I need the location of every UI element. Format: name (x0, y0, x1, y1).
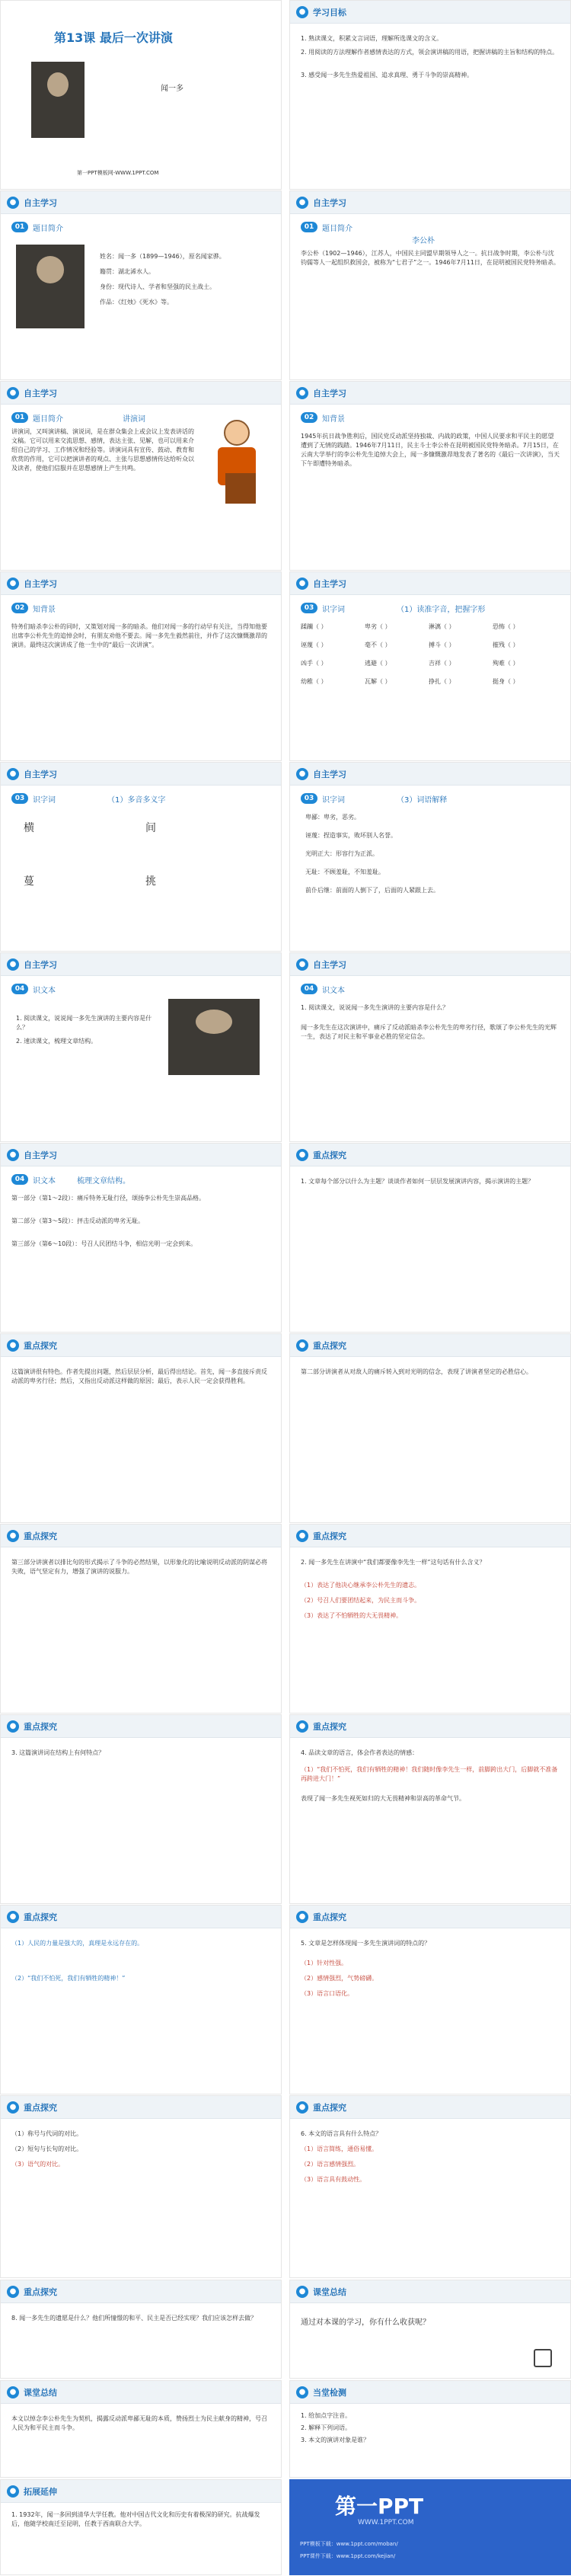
header-icon: ● (7, 1530, 19, 1542)
word-item: 毫不（ ） (365, 642, 391, 648)
section-number: 02 (11, 603, 28, 613)
slide-header (1, 191, 281, 214)
word-item: 逃避（ ） (365, 660, 391, 667)
header-title: 自主学习 (313, 960, 346, 970)
info-line: 籍贯：湖北浠水人。 (100, 268, 155, 275)
slide-header (290, 1525, 570, 1547)
header-title: 重点探究 (313, 2103, 346, 2113)
slide-explore-7 (289, 1714, 571, 1904)
question-text: 3. 这篇演讲词在结构上有何特点？ (11, 1749, 105, 1756)
slide-explore-1 (289, 1143, 571, 1333)
header-icon: ● (7, 768, 19, 780)
section-number: 01 (301, 222, 317, 232)
header-icon: ● (296, 2386, 308, 2398)
slide-header (1, 1906, 281, 1928)
header-icon: ● (296, 958, 308, 971)
sub-tag: 梳理文章结构。 (77, 1177, 130, 1186)
word-item: 瓦解（ ） (365, 678, 391, 685)
header-title: 自主学习 (24, 579, 57, 589)
sub-tag: 讲演词 (123, 415, 145, 424)
word-item: 吉祥（ ） (429, 660, 455, 667)
slide-explore-10 (0, 2095, 282, 2278)
info-line: 作品：《红烛》《死水》等。 (100, 299, 173, 306)
list-item: （2）短句与长句的对比。 (11, 2146, 83, 2152)
body-text: 第三部分讲演者以排比句的形式揭示了斗争的必然结果，以形象化的比喻说明反动派的阴谋必将失败，语气坚定有力，增强了演讲的说服力。 (11, 1559, 267, 1575)
word-item: 诬蔑（ ） (301, 642, 327, 648)
header-title: 重点探究 (313, 1150, 346, 1160)
slide-header (1, 1144, 281, 1166)
char-left: 横 (24, 822, 34, 834)
slide-read-text-answer (289, 952, 571, 1142)
header-icon: ● (7, 1720, 19, 1733)
word-item: 卑劣（ ） (365, 623, 391, 630)
word-item: 殉难（ ） (493, 660, 519, 667)
footer-banner (289, 2479, 571, 2575)
body-text: 第二部分讲演者从对敌人的痛斥转入到对光明的信念，表现了讲演者坚定的必胜信心。 (301, 1368, 532, 1375)
header-icon: ● (296, 197, 308, 209)
slide-header (290, 953, 570, 976)
answer-item: （2）感情强烈，气势磅礴。 (301, 1975, 378, 1982)
header-icon: ● (296, 1339, 308, 1352)
slide-header (1, 1525, 281, 1547)
question-text: 1. 文章每个部分以什么为主题？谈谈作者如何一层层发展演讲内容，揭示演讲的主题？ (301, 1178, 534, 1185)
slide-header (1, 382, 281, 405)
question-text: 8. 闻一多先生的遗愿是什么？他们所憧憬的和平、民主是否已经实现？我们应该怎样去做？ (11, 2315, 257, 2322)
answer-item: （2）语言感情强烈。 (301, 2161, 360, 2168)
header-title: 课堂总结 (24, 2388, 57, 2398)
slide-header (290, 2381, 570, 2404)
answer-item: （2）号召人们要团结起来，为民主而斗争。 (301, 1597, 421, 1604)
site-url: WWW.1PPT.COM (358, 2519, 414, 2526)
header-icon: ● (296, 578, 308, 590)
slide-header (290, 2280, 570, 2303)
slide-header (1, 1334, 281, 1357)
header-icon: ● (7, 1339, 19, 1352)
question-text: 1. 阅读课文，说说闻一多先生演讲的主要内容是什么？ (301, 1004, 449, 1011)
word-item: 摧残（ ） (493, 642, 519, 648)
section-number: 01 (11, 222, 28, 232)
header-title: 重点探究 (24, 1912, 57, 1922)
body-text: 1945年抗日战争胜利后，国民党反动派坚持独裁、内战的政策，中国人民要求和平民主的愿望遭到了无情的践踏。1946年7月11日，民主斗士李公朴在昆明被国民党特务暗杀。7月15日，在云南大学举行的李公朴先生追悼大会上，闻一多慷慨激昂地发表了著名的《最后一次讲演》，当天下午即遭特务暗杀。 (301, 433, 560, 467)
header-title: 重点探究 (24, 2103, 57, 2113)
sub-tag: 李公朴 (412, 237, 435, 245)
header-title: 自主学习 (24, 1150, 57, 1160)
question-text: 通过对本课的学习，你有什么收获呢？ (301, 2318, 430, 2327)
header-title: 重点探究 (24, 1531, 57, 1541)
slide-intro-speech (0, 381, 282, 571)
word-item: 恐怖（ ） (493, 623, 519, 630)
slide-header (1, 763, 281, 786)
slide-header (290, 1715, 570, 1738)
section-tag: 识文本 (33, 1177, 56, 1186)
answer-item: （3）语言口语化。 (301, 1990, 354, 1997)
slide-header (1, 572, 281, 595)
slide-words (289, 571, 571, 761)
char-right-2: 挑 (145, 875, 156, 888)
slide-background (289, 381, 571, 571)
slide-explore-11 (289, 2095, 571, 2278)
slide-header (290, 191, 570, 214)
slide-polyphones (0, 762, 282, 952)
section-tag: 识字词 (322, 796, 345, 805)
question-item: 1. 给加点字注音。 (301, 2412, 352, 2419)
goal-2: 2. 用阅读的方法理解作者感情表达的方式，领会演讲稿的用语，把握讲稿的主旨和结构的特点。 (301, 49, 559, 56)
question-text: 2. 闻一多先生在讲演中“我们都要像李先生一样”这句话有什么含义？ (301, 1559, 486, 1566)
header-icon: ● (7, 197, 19, 209)
slide-intro-author (0, 190, 282, 380)
word-item: 幼稚（ ） (301, 678, 327, 685)
header-title: 重点探究 (313, 1531, 346, 1541)
list-item: （3）语气的对比。 (11, 2161, 65, 2168)
header-icon: ● (7, 1149, 19, 1161)
body-text: 这篇演讲很有特色。作者先提出问题，然后层层分析，最后得出结论。首先，闻一多直接斥责反动派的卑劣行径；然后，又指出反动派这样做的原因；最后，表示人民一定会获得胜利。 (11, 1368, 267, 1384)
header-icon: ● (7, 958, 19, 971)
slide-header (290, 572, 570, 595)
header-title: 课堂总结 (313, 2287, 346, 2297)
header-title: 自主学习 (24, 198, 57, 208)
structure-part: 第一部分（第1～2段）：痛斥特务无耻行径，颂扬李公朴先生崇高品格。 (11, 1195, 206, 1202)
slide-header (1, 1715, 281, 1738)
slide-header (290, 1906, 570, 1928)
structure-part: 第三部分（第6～10段）：号召人民团结斗争，相信光明一定会到来。 (11, 1240, 197, 1247)
list-item: （1）称号与代词的对比。 (11, 2130, 83, 2137)
slide-explore-9 (289, 1905, 571, 2094)
header-icon: ● (296, 6, 308, 18)
header-title: 自主学习 (313, 198, 346, 208)
site-credit: 第一PPT模板网-WWW.1PPT.COM (77, 170, 159, 176)
char-right: 间 (145, 822, 156, 834)
header-title: 重点探究 (24, 1722, 57, 1732)
section-number: 04 (11, 984, 28, 994)
author-name: 闻一多 (161, 85, 183, 93)
vocab-item: 无耻：不顾羞耻，不知羞耻。 (305, 869, 384, 875)
slide-test-1 (289, 2380, 571, 2478)
slide-header (290, 1, 570, 24)
slide-explore-6 (0, 1714, 282, 1904)
sub-tag: （3）词语解释 (397, 796, 448, 805)
portrait-image (168, 999, 260, 1075)
slide-header (1, 2280, 281, 2303)
header-title: 当堂检测 (313, 2388, 346, 2398)
banner-col-1[interactable]: PPT模板下载：www.1ppt.com/moban/ (300, 2541, 398, 2547)
header-icon: ● (296, 1720, 308, 1733)
header-title: 重点探究 (313, 1341, 346, 1351)
word-item: 挣扎（ ） (429, 678, 455, 685)
slide-summary-question (289, 2280, 571, 2379)
structure-part: 第二部分（第3～5段）：抨击反动派的卑劣无耻。 (11, 1218, 145, 1224)
section-number: 03 (301, 603, 317, 613)
slide-read-text (0, 952, 282, 1142)
header-title: 自主学习 (24, 770, 57, 779)
vocab-item: 前仆后继：前面的人倒下了，后面的人紧跟上去。 (305, 887, 439, 894)
header-title: 自主学习 (313, 579, 346, 589)
body-text: 特务们暗杀李公朴的同时，又策划对闻一多的暗杀。他们对闻一多的行动早有关注，当得知他要出席李公朴先生的追悼会时，有朋友劝他不要去。闻一多先生毅然前往，并作了这次慷慨激昂的演讲。最终这次演讲成了他一生中的“最后一次讲演”。 (11, 623, 267, 648)
slide-summary (0, 2380, 282, 2478)
header-icon: ● (296, 1530, 308, 1542)
header-icon: ● (7, 2485, 19, 2498)
slide-explore-4 (0, 1524, 282, 1714)
body-text: 本文以悼念李公朴先生为契机，揭露反动派卑鄙无耻的本质，赞扬烈士为民主献身的精神，号召人民为和平民主而斗争。 (11, 2415, 267, 2431)
header-title: 自主学习 (24, 960, 57, 970)
word-item: 凶手（ ） (301, 660, 327, 667)
slide-header (290, 382, 570, 405)
quote-text: （1）“我们不怕死，我们有牺牲的精神！我们随时像李先生一样，前脚跨出大门，后脚就不准备再跨进大门！” (301, 1766, 558, 1782)
slide-header (1, 953, 281, 976)
author-photo (16, 245, 85, 328)
slide-header (290, 1144, 570, 1166)
header-icon: ● (296, 2101, 308, 2114)
question-text: 4. 品读文章的语言，体会作者表达的情感： (301, 1749, 419, 1756)
body-text: 讲演词，又叫演讲稿、演说词，是在群众集会上或会议上发表讲话的文稿。它可以用来交流思想、感情，表达主张、见解，也可以用来介绍自己的学习、工作情况和经验等。讲演词具有宣传、鼓动、教育和欣赏的作用，它可以把演讲者的观点、主张与思想感情传达给听众以及读者，使他们信服并在思想感情上产生共鸣。 (11, 428, 194, 472)
quote-text: （2）“我们不怕死，我们有牺牲的精神！” (11, 1975, 126, 1982)
question-item: 2. 解释下列词语。 (301, 2424, 352, 2431)
author-photo (31, 62, 85, 138)
vocab-item: 卑鄙：卑劣，恶劣。 (305, 814, 360, 821)
header-icon: ● (7, 387, 19, 399)
slide-header (290, 2096, 570, 2119)
vocab-item: 诬蔑：捏造事实，败坏别人名誉。 (305, 832, 397, 839)
slide-explore-5 (289, 1524, 571, 1714)
info-line: 姓名：闻一多（1899—1946），原名闻家骅。 (100, 253, 225, 260)
section-number: 02 (301, 412, 317, 423)
header-icon: ● (296, 1149, 308, 1161)
section-tag: 识字词 (33, 796, 56, 805)
quote-text: （1）人民的力量是强大的，真理是永远存在的。 (11, 1940, 144, 1947)
answer-text: 闻一多先生在这次演讲中，痛斥了反动派暗杀李公朴先生的卑劣行径，歌颂了李公朴先生的光辉一生，表达了对民主和平事业必胜的坚定信念。 (301, 1024, 557, 1040)
header-icon: ● (7, 2286, 19, 2298)
answer-item: （3）表达了不怕牺牲的大无畏精神。 (301, 1612, 403, 1619)
word-item: 淋漓（ ） (429, 623, 455, 630)
header-title: 学习目标 (313, 8, 346, 18)
answer-item: （1）表达了他决心继承李公朴先生的遗志。 (301, 1582, 421, 1589)
header-title: 自主学习 (313, 389, 346, 398)
header-icon: ● (296, 1911, 308, 1923)
section-tag: 识文本 (33, 987, 56, 995)
answer-item: （1）针对性强。 (301, 1960, 348, 1966)
section-tag: 识文本 (322, 987, 345, 995)
section-number: 03 (301, 793, 317, 804)
header-title: 重点探究 (24, 2287, 57, 2297)
vocab-item: 光明正大：形容行为正派。 (305, 850, 378, 857)
header-icon: ● (296, 768, 308, 780)
header-icon: ● (7, 2101, 19, 2114)
slide-vocab (289, 762, 571, 952)
header-title: 重点探究 (313, 1912, 346, 1922)
header-icon: ● (7, 578, 19, 590)
word-item: 搏斗（ ） (429, 642, 455, 648)
header-icon: ● (7, 2386, 19, 2398)
slide-explore-2 (0, 1333, 282, 1523)
header-title: 自主学习 (313, 770, 346, 779)
slide-header (1, 2381, 281, 2404)
section-number: 04 (11, 1174, 28, 1185)
question-text: 6. 本文的语言具有什么特点？ (301, 2130, 382, 2137)
word-item: 蹂躏（ ） (301, 623, 327, 630)
question-line: 1. 阅读课文，说说闻一多先生演讲的主要内容是什么？ (16, 1015, 152, 1031)
banner-col-2[interactable]: PPT课件下载：www.1ppt.com/kejian/ (300, 2553, 396, 2559)
slide-header (290, 1334, 570, 1357)
section-tag: 题目简介 (33, 225, 63, 233)
slide-explore-8 (0, 1905, 282, 2094)
char-left-2: 蔓 (24, 875, 34, 888)
header-icon: ● (7, 1911, 19, 1923)
slide-explore-12 (0, 2280, 282, 2379)
sub-tag: （1）多音多义字 (107, 796, 166, 805)
slide-header (1, 2480, 281, 2503)
header-title: 自主学习 (24, 389, 57, 398)
goal-1: 1. 熟读课文，积累文言词语，理解所选课文的含义。 (301, 35, 443, 42)
section-number: 04 (301, 984, 317, 994)
answer-item: （3）语言具有鼓动性。 (301, 2176, 366, 2183)
word-item: 挺身（ ） (493, 678, 519, 685)
header-icon: ● (296, 387, 308, 399)
section-tag: 知背景 (322, 415, 345, 424)
slide-header (1, 2096, 281, 2119)
body-text: 李公朴（1902—1946），江苏人，中国民主同盟早期领导人之一。抗日战争时期，李公朴与沈钧儒等人一起组织救国会，被称为“七君子”之一。1946年7月11日，在昆明被国民党特务暗杀。 (301, 250, 560, 266)
header-title: 拓展延伸 (24, 2487, 57, 2497)
section-tag: 题目简介 (33, 415, 63, 424)
pencil-icon (534, 2349, 552, 2367)
sub-tag: （1）读准字音，把握字形 (397, 606, 486, 614)
section-number: 01 (11, 412, 28, 423)
header-title: 重点探究 (24, 1341, 57, 1351)
question-item: 3. 本文的演讲对象是谁？ (301, 2437, 370, 2443)
slide-title (0, 0, 282, 190)
body-text: 1. 1932年，闻一多回到清华大学任教。他对中国古代文化和历史有着极深的研究。抗战爆发后，他随学校南迁至昆明，任教于西南联合大学。 (11, 2511, 260, 2527)
answer-text: 表现了闻一多先生视死如归的大无畏精神和崇高的革命气节。 (301, 1795, 465, 1802)
question-line: 2. 速读课文，梳理文章结构。 (16, 1038, 97, 1045)
lesson-title: 第13课 最后一次讲演 (54, 30, 173, 45)
header-title: 重点探究 (313, 1722, 346, 1732)
slide-structure (0, 1143, 282, 1333)
slide-extend (0, 2479, 282, 2575)
slide-header (290, 763, 570, 786)
goal-3: 3. 感受闻一多先生热爱祖国、追求真理、勇于斗争的崇高精神。 (301, 72, 474, 78)
header-icon: ● (296, 2286, 308, 2298)
slide-intro-li (289, 190, 571, 380)
section-tag: 知背景 (33, 606, 56, 614)
info-line: 身份：现代诗人、学者和坚强的民主战士。 (100, 283, 215, 290)
slide-goals (289, 0, 571, 190)
site-logo: 第一PPT (335, 2494, 424, 2519)
question-text: 5. 文章是怎样体现闻一多先生演讲词的特点的？ (301, 1940, 431, 1947)
section-number: 03 (11, 793, 28, 804)
slide-explore-3 (289, 1333, 571, 1523)
section-tag: 题目简介 (322, 225, 352, 233)
answer-item: （1）语言简练，通俗易懂。 (301, 2146, 378, 2152)
section-tag: 识字词 (322, 606, 345, 614)
slide-background-2 (0, 571, 282, 761)
speaker-illustration (210, 420, 263, 504)
